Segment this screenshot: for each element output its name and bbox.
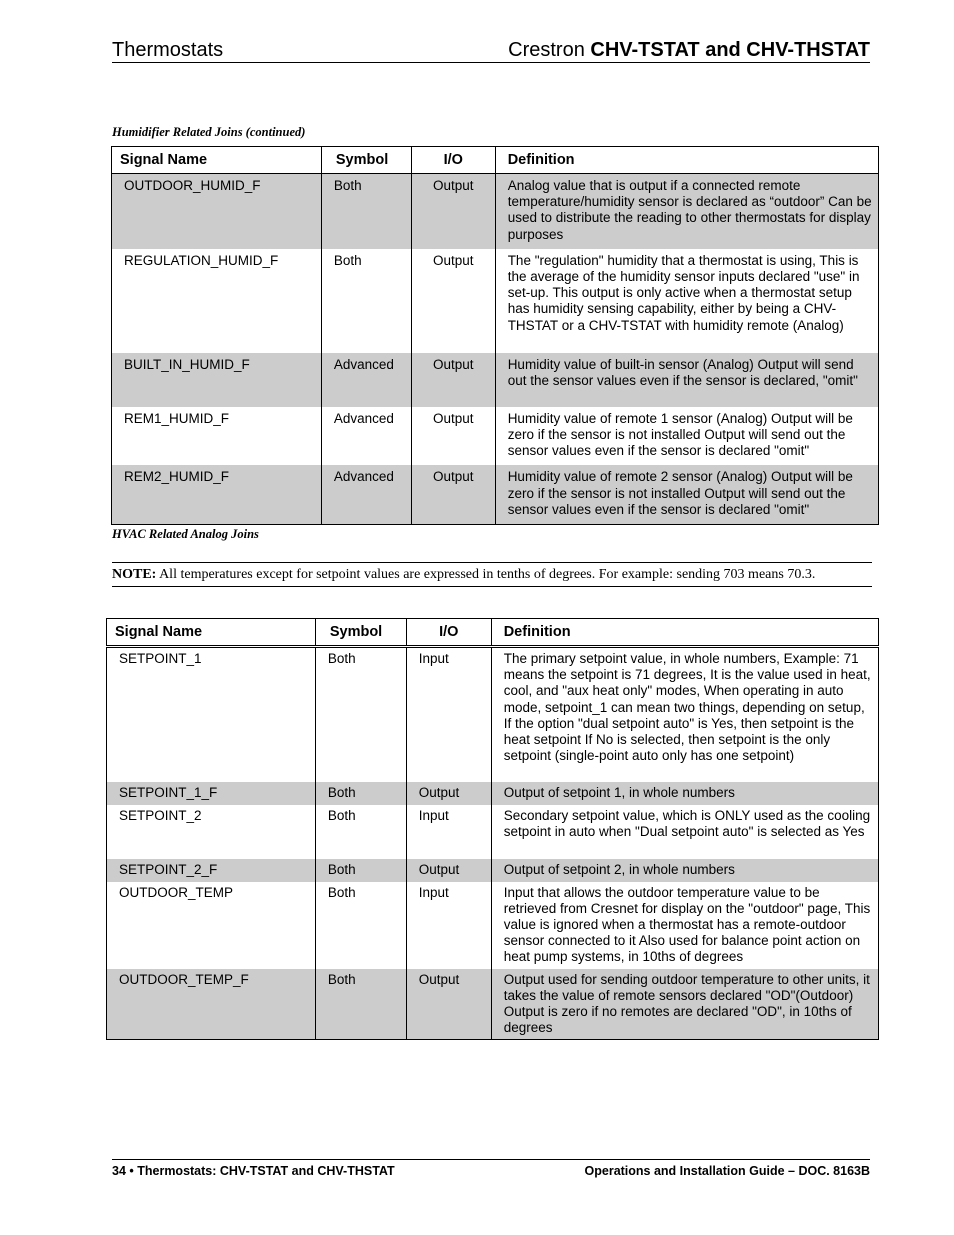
definition-cell: Humidity value of remote 2 sensor (Analog) Output will be zero if the sensor is not installed Output will send out the sensor values even if the sensor is declared "omit" [495,465,878,524]
table-row [107,805,879,859]
io-cell: Input [406,882,491,969]
symbol-cell: Advanced [321,353,411,407]
signal-name-cell: SETPOINT_2_F [107,859,316,882]
symbol-cell: Both [321,249,411,353]
definition-cell: Secondary setpoint value, which is ONLY used as the cooling setpoint in auto when "Dual setpoint auto" is selected as Yes [491,805,878,859]
signal-name-cell: SETPOINT_1_F [107,782,316,805]
definition-cell: The "regulation" humidity that a thermostat is using, This is the average of the humidity sensor inputs declared "use" in set-up. This output is only active when a thermostat setup has humidity sensing capability, either by being a CHV-THSTAT or a CHV-TSTAT with humidity remote (Analog) [495,249,878,353]
table-row [112,407,879,466]
humidifier-joins-table [111,146,879,525]
signal-name-cell: REGULATION_HUMID_F [112,249,322,353]
column-header-symbol: Symbol [321,147,411,174]
table-row [107,647,879,782]
symbol-cell: Advanced [321,407,411,466]
io-cell: Output [411,249,495,353]
io-cell: Output [406,782,491,805]
column-header-definition: Definition [495,147,878,174]
signal-name-cell: BUILT_IN_HUMID_F [112,353,322,407]
symbol-cell: Both [315,969,406,1040]
table-row [107,882,879,969]
table-header-row [112,147,879,174]
header-product-title: Crestron CHV-TSTAT and CHV-THSTAT [508,39,870,61]
column-header-io: I/O [406,619,491,647]
footer-doc-info: Operations and Installation Guide – DOC. 8163B [584,1164,870,1178]
signal-name-cell: OUTDOOR_HUMID_F [112,174,322,249]
io-cell: Input [406,805,491,859]
io-cell: Output [411,407,495,466]
note-text: All temperatures except for setpoint values are expressed in tenths of degrees. For example: sending 703 means 70.3. [156,567,816,582]
signal-name-cell: OUTDOOR_TEMP_F [107,969,316,1040]
hvac-analog-joins-table [106,618,879,1040]
signal-name-cell: REM1_HUMID_F [112,407,322,466]
page-footer [112,1159,870,1178]
table-row [112,174,879,249]
column-header-definition: Definition [491,619,878,647]
column-header-signal-name: Signal Name [107,619,316,647]
io-cell: Output [406,969,491,1040]
io-cell: Output [406,859,491,882]
definition-cell: Humidity value of remote 1 sensor (Analog) Output will be zero if the sensor is not installed Output will send out the sensor values even if the sensor is declared "omit" [495,407,878,466]
column-header-symbol: Symbol [315,619,406,647]
signal-name-cell: REM2_HUMID_F [112,465,322,524]
footer-page-info: 34 • Thermostats: CHV-TSTAT and CHV-THSTAT [112,1164,395,1178]
table-row [112,465,879,524]
symbol-cell: Both [315,782,406,805]
symbol-cell: Advanced [321,465,411,524]
column-header-io: I/O [411,147,495,174]
table-row [112,353,879,407]
symbol-cell: Both [315,859,406,882]
io-cell: Output [411,174,495,249]
page-header [112,39,870,63]
definition-cell: Output used for sending outdoor temperature to other units, it takes the value of remote sensors declared "OD"(Outdoor) Output is zero if no remotes are declared "OD", in 10ths of degrees [491,969,878,1040]
symbol-cell: Both [315,805,406,859]
signal-name-cell: OUTDOOR_TEMP [107,882,316,969]
symbol-cell: Both [315,882,406,969]
definition-cell: Output of setpoint 2, in whole numbers [491,859,878,882]
definition-cell: Humidity value of built-in sensor (Analog) Output will send out the sensor values even if the sensor is declared, "omit" [495,353,878,407]
table-row [107,969,879,1040]
symbol-cell: Both [321,174,411,249]
io-cell: Output [411,353,495,407]
column-header-signal-name: Signal Name [112,147,322,174]
definition-cell: Input that allows the outdoor temperature value to be retrieved from Cresnet for display on the "outdoor" page, This value is ignored when a thermostat has a remote-outdoor sensor connected to it Also used for balance point action on heat pump systems, in 10ths of degrees [491,882,878,969]
io-cell: Output [411,465,495,524]
io-cell: Input [406,647,491,782]
signal-name-cell: SETPOINT_2 [107,805,316,859]
definition-cell: Output of setpoint 1, in whole numbers [491,782,878,805]
table-row [112,249,879,353]
note-box [112,562,872,587]
symbol-cell: Both [315,647,406,782]
note-label: NOTE: [112,567,157,582]
table2-caption: HVAC Related Analog Joins [112,527,259,541]
table-row [107,859,879,882]
table-row [107,782,879,805]
table-header-row [107,619,879,647]
definition-cell: Analog value that is output if a connected remote temperature/humidity sensor is declared as “outdoor” Can be used to distribute the reading to other thermostats for display purposes [495,174,878,249]
table1-caption: Humidifier Related Joins (continued) [112,125,306,139]
signal-name-cell: SETPOINT_1 [107,647,316,782]
definition-cell: The primary setpoint value, in whole numbers, Example: 71 means the setpoint is 71 degrees, It is the value used in heat, cool, and "aux heat only" modes, When operating in auto mode, setpoint_1 can mean two things, depending on setup, If the option "dual setpoint auto" is Yes, then setpoint is the heat setpoint If No is selected, then setpoint is the only setpoint (single-point auto only has one setpoint) [491,647,878,782]
header-section-title: Thermostats [112,39,224,61]
